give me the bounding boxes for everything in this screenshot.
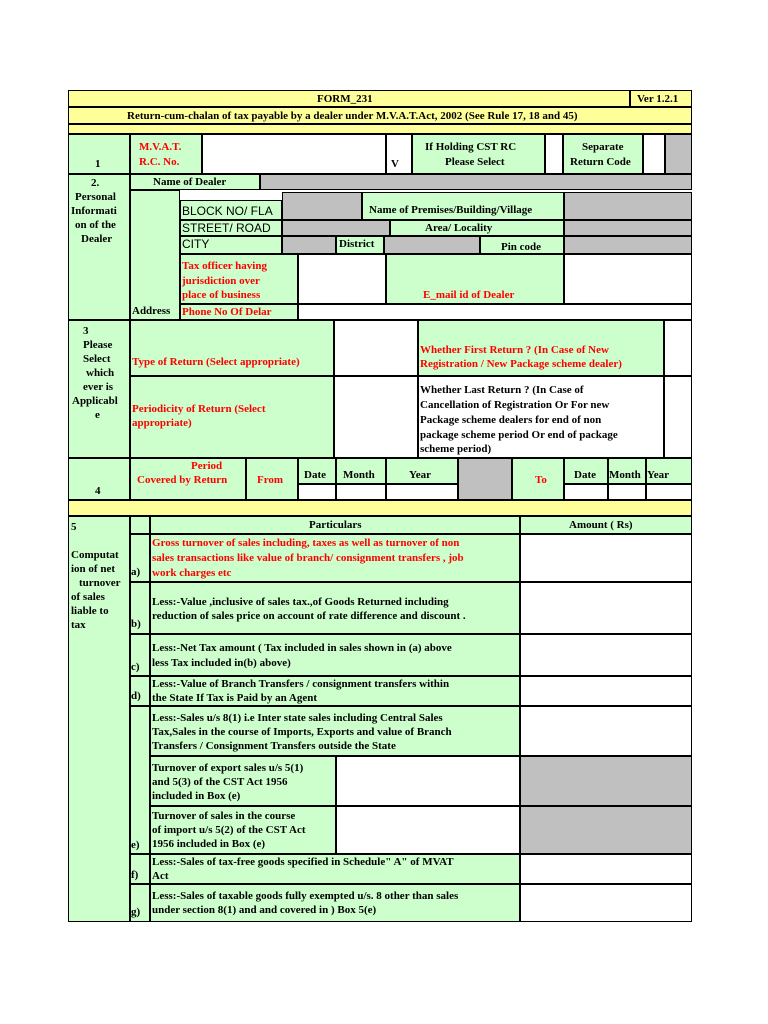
row-f-particulars (150, 854, 520, 884)
row-g-letter-text: g) (131, 906, 141, 918)
type-of-return-select[interactable] (334, 320, 418, 376)
row-b-2: reduction of sales price on account of rate difference and discount . (152, 610, 466, 622)
sec3-label-2: Select (83, 353, 111, 365)
row-e-2: Tax,Sales in the course of Imports, Exports and value of Branch (152, 726, 452, 738)
sec2-label-1: Personal (75, 191, 116, 203)
form-number-cell (68, 90, 630, 107)
sec3-label-cell (68, 320, 130, 458)
row-g-amount[interactable] (520, 884, 692, 922)
district-text: District (339, 238, 375, 250)
row-c-letter (130, 634, 150, 676)
street-text: STREET/ ROAD (182, 221, 271, 235)
area-input[interactable] (564, 220, 692, 236)
period-1: Period (191, 460, 223, 472)
block-text: BLOCK NO/ FLA (182, 204, 273, 218)
row-g-particulars (150, 884, 520, 922)
type-of-return-text: Type of Return (Select appropriate) (132, 356, 300, 368)
form-subtitle: Return-cum-chalan of tax payable by a dealer under M.V.A.T.Act, 2002 (See Rule 17, 18 and 45) (127, 110, 578, 122)
tax-officer-label (180, 254, 298, 304)
sec3-label-6: e (95, 409, 100, 421)
block-label (180, 200, 282, 220)
letter-col-head (130, 516, 150, 534)
sec2-label-4: Dealer (81, 233, 113, 245)
sec5-label-1: Computat (71, 549, 119, 561)
periodicity-1: Periodicity of Return (Select (132, 403, 266, 415)
to-label (512, 458, 564, 500)
area-label (390, 220, 564, 236)
separate-return-gray (665, 134, 692, 174)
premises-text: Name of Premises/Building/Village (369, 204, 533, 216)
subtitle-cell (68, 107, 692, 124)
district-label (336, 236, 384, 254)
row-export-amount[interactable] (336, 756, 520, 806)
to-month-text: Month (609, 469, 641, 481)
last-return-3: Package scheme dealers for end of non (420, 414, 602, 426)
v-label: V (391, 158, 399, 170)
sec5-label-cell (68, 516, 130, 922)
row-b-amount[interactable] (520, 582, 692, 634)
row-g-2: under section 8(1) and and covered in ) Box 5(e) (152, 904, 377, 916)
address-label: Address (132, 305, 171, 317)
amount-header (520, 516, 692, 534)
from-year-input[interactable] (386, 484, 458, 500)
cst-rc-select[interactable] (412, 134, 545, 174)
period-label (130, 458, 246, 500)
pin-label (480, 236, 564, 254)
pin-text: Pin code (501, 241, 542, 253)
last-return-select[interactable] (664, 376, 692, 458)
row-a-particulars (150, 534, 520, 582)
city-text: CITY (182, 237, 210, 251)
row-import-particulars (150, 806, 336, 854)
phone-input[interactable] (298, 304, 692, 320)
pin-input[interactable] (564, 236, 692, 254)
email-label (386, 254, 564, 304)
sec3-label-1: Please (83, 339, 113, 351)
to-year-label (646, 458, 692, 484)
row-f-1: Less:-Sales of tax-free goods specified in Schedule" A" of MVAT (152, 856, 454, 868)
from-date-input[interactable] (298, 484, 336, 500)
row-c-amount[interactable] (520, 634, 692, 676)
sec4-number: 4 (95, 485, 101, 497)
email-input[interactable] (564, 254, 692, 304)
particulars-text: Particulars (309, 519, 362, 531)
sec3-label-4: ever is (83, 381, 114, 393)
row-c-2: less Tax included in(b) above) (152, 657, 291, 669)
row-export-particulars (150, 756, 336, 806)
row-d-1: Less:-Value of Branch Transfers / consignment transfers within (152, 678, 450, 690)
periodicity-label (130, 376, 334, 458)
row-e-particulars (150, 706, 520, 756)
name-of-dealer-text: Name of Dealer (153, 176, 227, 188)
sec2-label-3: on of the (75, 219, 116, 231)
mvat-label-line2: R.C. No. (139, 156, 180, 168)
street-label (180, 220, 282, 236)
particulars-header (150, 516, 520, 534)
sec3-label-3: which (86, 367, 115, 379)
separate-return-input[interactable] (643, 134, 665, 174)
premises-label (362, 192, 564, 220)
version-label: Ver 1.2.1 (637, 93, 679, 105)
row-import-1: Turnover of sales in the course (152, 810, 296, 822)
tax-officer-2: jurisdiction over (182, 275, 260, 287)
row-export-2: and 5(3) of the CST Act 1956 (152, 776, 288, 788)
email-text: E_mail id of Dealer (423, 289, 515, 301)
row-c-letter-text: c) (131, 661, 140, 673)
v-cell (386, 134, 412, 174)
to-month-input[interactable] (608, 484, 646, 500)
to-year-input[interactable] (646, 484, 692, 500)
to-date-label (564, 458, 608, 484)
sec5-label-5: liable to (71, 605, 109, 617)
cst-rc-line2: Please Select (445, 156, 505, 168)
row-e-amount[interactable] (520, 706, 692, 756)
from-month-label (336, 458, 386, 484)
row-a-amount[interactable] (520, 534, 692, 582)
sec1-number: 1 (95, 158, 101, 170)
sec5-number: 5 (71, 521, 77, 533)
sec2-label-cell (68, 174, 130, 320)
row-a-letter (130, 534, 150, 582)
sec5-label-6: tax (71, 619, 86, 631)
periodicity-2: appropriate) (132, 417, 192, 429)
row-f-amount[interactable] (520, 854, 692, 884)
to-date-input[interactable] (564, 484, 608, 500)
first-return-label (418, 320, 664, 376)
row-e-letter-text: e) (131, 839, 140, 851)
cst-rc-line1: If Holding CST RC (425, 141, 517, 153)
block-input[interactable] (282, 192, 362, 220)
last-return-2: Cancellation of Registration Or For new (420, 399, 610, 411)
sec5-label-4: of sales (71, 591, 105, 603)
area-text: Area/ Locality (425, 222, 493, 234)
type-of-return-label (130, 320, 334, 376)
from-month-input[interactable] (336, 484, 386, 500)
row-b-letter-text: b) (131, 618, 141, 630)
row-f-letter (130, 854, 150, 884)
row-a-1: Gross turnover of sales including, taxes as well as turnover of non (152, 537, 460, 549)
version-cell (630, 90, 692, 107)
tax-officer-1: Tax officer having (182, 260, 267, 272)
from-label (246, 458, 298, 500)
tax-officer-3: place of business (182, 289, 261, 301)
row-d-particulars (150, 676, 520, 706)
to-year-text: Year (647, 469, 669, 481)
sec5-spacer (68, 500, 692, 516)
district-input[interactable] (384, 236, 480, 254)
row-import-2: of import u/s 5(2) of the CST Act (152, 824, 306, 836)
row-import-gray (520, 806, 692, 854)
street-input[interactable] (282, 220, 390, 236)
sec5-label-2: ion of net (71, 563, 115, 575)
row-g-1: Less:-Sales of taxable goods fully exempted u/s. 8 other than sales (152, 890, 459, 902)
separate-line2: Return Code (570, 156, 631, 168)
row-f-letter-text: f) (131, 869, 139, 881)
last-return-1: Whether Last Return ? (In Case of (420, 384, 584, 396)
row-import-3: 1956 included in Box (e) (152, 838, 266, 850)
separate-line1: Separate (582, 141, 624, 153)
row-d-2: the State If Tax is Paid by an Agent (152, 692, 318, 704)
name-of-dealer-label (130, 174, 260, 190)
row-export-3: included in Box (e) (152, 790, 241, 802)
from-date-label (298, 458, 336, 484)
cst-rc-value[interactable] (545, 134, 563, 174)
sec5-label-3: turnover (79, 577, 121, 589)
tax-officer-input[interactable] (298, 254, 386, 304)
row-b-letter (130, 582, 150, 634)
first-return-2: Registration / New Package scheme dealer) (420, 358, 622, 370)
row-g-letter (130, 884, 150, 922)
row-export-gray (520, 756, 692, 806)
from-text: From (257, 474, 284, 486)
mvat-label-cell (130, 134, 202, 174)
separate-return-label (563, 134, 643, 174)
sec1-spacer (68, 124, 692, 134)
mvat-rc-input[interactable] (202, 134, 386, 174)
row-c-1: Less:-Net Tax amount ( Tax included in sales shown in (a) above (152, 642, 452, 654)
row-a-2: sales transactions like value of branch/ consignment transfers , job (152, 552, 464, 564)
sec3-label-5: Applicabl (72, 395, 118, 407)
sec3-number: 3 (83, 325, 89, 337)
last-return-5: scheme period) (420, 443, 492, 455)
last-return-4: package scheme period Or end of package (420, 429, 618, 441)
row-b-particulars (150, 582, 520, 634)
first-return-1: Whether First Return ? (In Case of New (420, 344, 609, 356)
row-d-letter (130, 676, 150, 706)
name-of-dealer-input[interactable] (260, 174, 692, 190)
sec2-number: 2. (91, 177, 100, 189)
row-e-3: Transfers / Consignment Transfers outside the State (152, 740, 396, 752)
from-month-text: Month (343, 469, 375, 481)
phone-text: Phone No Of Delar (182, 306, 272, 318)
to-text: To (535, 474, 547, 486)
row-d-letter-text: d) (131, 690, 141, 702)
row-import-amount[interactable] (336, 806, 520, 854)
mvat-label-line1: M.V.A.T. (139, 141, 182, 153)
form-number: FORM_231 (317, 93, 373, 105)
from-year-label (386, 458, 458, 484)
premises-input[interactable] (564, 192, 692, 220)
periodicity-select[interactable] (334, 376, 418, 458)
to-date-text: Date (574, 469, 596, 481)
row-f-2: Act (152, 870, 169, 882)
last-return-label (418, 376, 664, 458)
phone-label (180, 304, 298, 320)
sec1-number-cell (68, 134, 130, 174)
row-e-letter (130, 706, 150, 854)
sec2-label-2: Informati (71, 205, 117, 217)
from-year-text: Year (409, 469, 431, 481)
row-d-amount[interactable] (520, 676, 692, 706)
sec4-number-cell (68, 458, 130, 500)
row-e-1: Less:-Sales u/s 8(1) i.e Inter state sales including Central Sales (152, 712, 443, 724)
row-b-1: Less:-Value ,inclusive of sales tax.,of Goods Returned including (152, 596, 449, 608)
row-a-3: work charges etc (152, 567, 232, 579)
city-input[interactable] (282, 236, 336, 254)
amount-text: Amount ( Rs) (569, 519, 633, 531)
period-2: Covered by Return (137, 474, 228, 486)
period-gray (458, 458, 512, 500)
row-a-letter-text: a) (131, 566, 141, 578)
row-export-1: Turnover of export sales u/s 5(1) (152, 762, 304, 774)
address-block (130, 190, 180, 320)
first-return-select[interactable] (664, 320, 692, 376)
to-month-label (608, 458, 646, 484)
city-label (180, 236, 282, 254)
row-c-particulars (150, 634, 520, 676)
from-date-text: Date (304, 469, 326, 481)
